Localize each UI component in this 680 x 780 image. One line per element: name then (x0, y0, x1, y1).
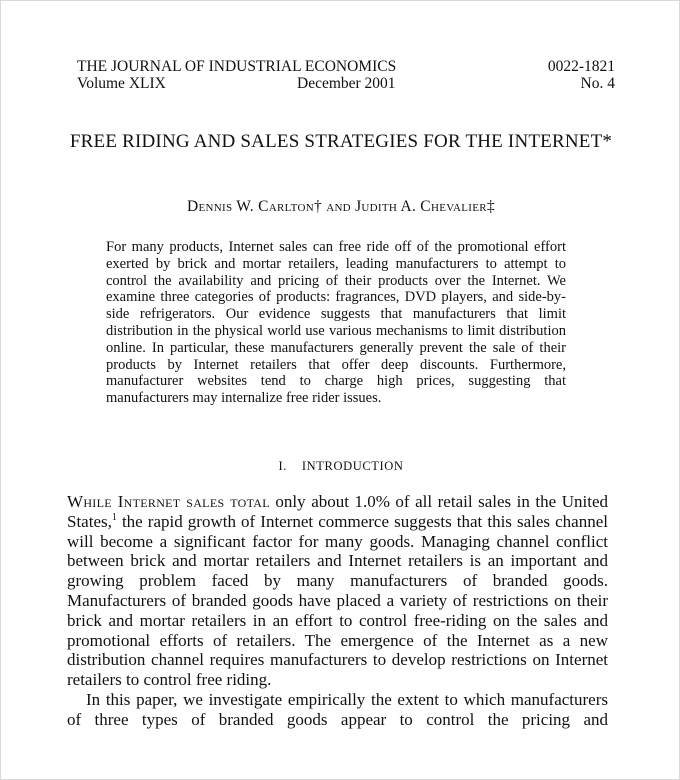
paragraph-text: only about 1.0% of all retail sales in the United States, (67, 492, 608, 531)
body-text (67, 492, 608, 730)
issue-date: December 2001 (297, 75, 396, 92)
section-title: INTRODUCTION (301, 459, 404, 473)
abstract-text: For many products, Internet sales can free ride off of the promotional effort exerted by brick and mortar retailers, leading manufacturers to attempt to control the availability and pricing of their products over the Internet. We examine three categories of products: fragrances, DVD players, and side-by-side refrigerators. Our evidence suggests that manufacturers that limit distribution in the physical world use various mechanisms to limit distribution online. In particular, these manufacturers generally prevent the sale of their products by Internet retailers that offer deep discounts. Furthermore, manufacturer websites tend to charge high prices, suggesting that manufacturers may internalize free rider issues. (106, 239, 566, 407)
authors: Dennis W. Carlton† and Judith A. Chevalier‡ (187, 198, 495, 215)
volume: Volume XLIX (77, 75, 166, 92)
section-heading (61, 459, 621, 474)
lead-in: While Internet sales total (67, 492, 270, 511)
issue-number: No. 4 (580, 75, 615, 92)
issn: 0022-1821 (547, 58, 615, 75)
footnote-marker[interactable]: 1 (111, 511, 117, 523)
paragraph: In this paper, we investigate empirically the extent to which manufacturers of three types of branded goods appear to control the pricing and (67, 689, 608, 729)
paper-title: FREE RIDING AND SALES STRATEGIES FOR THE INTERNET* (69, 131, 613, 152)
abstract (106, 239, 566, 407)
paragraph-text: the rapid growth of Internet commerce suggests that this sales channel will become a significant factor for many goods. Managing channel conflict between brick and mortar retailers and Internet retailers is an important and growing problem faced by many manufacturers of branded goods. Manufacturers of branded goods have placed a variety of restrictions on their brick and mortar retailers in an effort to control free-riding on the sales and promotional efforts of retailers. The emergence of the Internet as a new distribution channel requires manufacturers to develop restrictions on Internet retailers to control free riding. (67, 511, 608, 690)
section-number: I. (278, 459, 287, 473)
journal-name: THE JOURNAL OF INDUSTRIAL ECONOMICS (77, 58, 397, 75)
paragraph (67, 492, 608, 690)
